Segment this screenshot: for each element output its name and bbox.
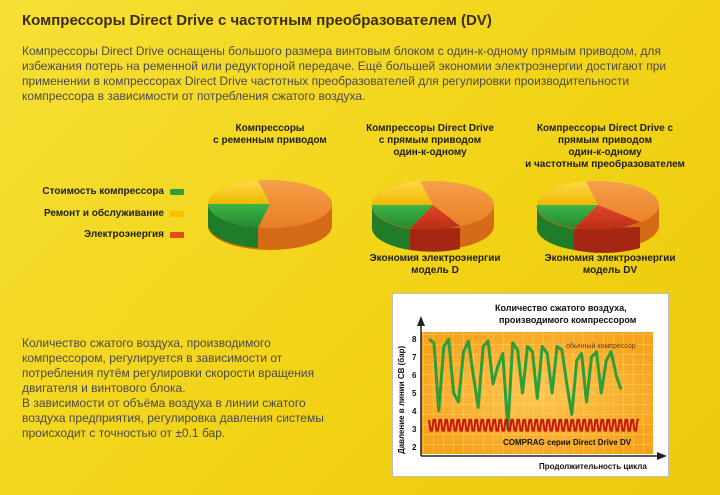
pie-direct — [372, 181, 494, 252]
y-axis-arrow — [417, 316, 425, 326]
saving-line: модель D — [411, 265, 459, 276]
y-tick-label: 5 — [412, 389, 417, 398]
y-ticks — [412, 335, 417, 452]
legend-normal-compressor: обычный компрессор — [566, 343, 636, 350]
page-title: Компрессоры Direct Drive с частотным преобразователем (DV) — [22, 12, 492, 29]
chart-title-line2: производимого компрессором — [499, 315, 637, 325]
chart-title-line1: Количество сжатого воздуха, — [495, 303, 627, 313]
saving-label-dv — [535, 253, 685, 277]
pie-dv — [537, 181, 659, 253]
y-tick-label: 4 — [412, 406, 417, 416]
y-tick-label: 3 — [412, 424, 417, 434]
pie-side-red — [574, 227, 640, 253]
saving-line: Экономия электроэнергии — [544, 253, 676, 264]
pie-belt — [208, 180, 332, 250]
y-tick-label: 7 — [412, 353, 417, 363]
legend-dv-compressor: COMPRAG серии Direct Drive DV — [503, 438, 632, 447]
y-tick-label: 2 — [412, 442, 417, 452]
pie-title-line: с ременным приводом — [213, 135, 327, 146]
y-axis-label: Давление в линии СВ (бар) — [397, 345, 406, 454]
x-axis-arrow — [657, 452, 667, 460]
pie-title-line: с прямым приводом — [378, 135, 482, 146]
saving-label-d — [360, 253, 510, 277]
y-tick-label: 8 — [412, 335, 417, 345]
x-axis-label: Продолжительность цикла — [539, 462, 647, 471]
pie-title-line: Компрессоры — [235, 123, 305, 134]
pie-title-line: Компрессоры Direct Drive — [366, 123, 494, 134]
intro-text: Компрессоры Direct Drive оснащены большого размера винтовым блоком с один-к-одному прямым приводом, для избежания потерь на ременной или редукторной передаче. Ещё большей экономии электроэнергии достигают при применении в компрессорах Direct Drive частотных преобразователей для регулировки производительности компрессора в зависимости от потребления сжатого воздуха. — [22, 44, 667, 103]
legend-label-cost: Стоимость компрессора — [42, 186, 164, 197]
pie-title-line: один-к-одному — [568, 147, 642, 158]
y-tick-label: 6 — [412, 371, 417, 381]
pie-title-line: прямым приводом — [558, 135, 652, 146]
pie-side-red — [410, 228, 460, 252]
bottom-text — [22, 336, 337, 441]
pie-title-line: и частотным преобразователем — [525, 159, 685, 170]
legend-label-energy: Электроэнергия — [83, 229, 164, 240]
bottom-paragraph-2: В зависимости от объёма воздуха в линии сжатого воздуха предприятия, регулировка давления системы происходит с точностью от ±0.1 бар. — [22, 396, 324, 440]
pressure-chart-frame — [392, 293, 669, 477]
saving-line: Экономия электроэнергии — [369, 253, 501, 264]
bottom-paragraph-1: Количество сжатого воздуха, производимого компрессором, регулируется в зависимости от потребления путём регулировки скорости вращения двигателя и винтового блока. — [22, 336, 315, 395]
pie-title-line: Компрессоры Direct Drive с — [536, 123, 674, 134]
pie-title-line: один-к-одному — [393, 147, 467, 158]
pressure-chart — [393, 294, 668, 476]
legend-label-service: Ремонт и обслуживание — [43, 208, 164, 219]
saving-line: модель DV — [582, 265, 638, 276]
